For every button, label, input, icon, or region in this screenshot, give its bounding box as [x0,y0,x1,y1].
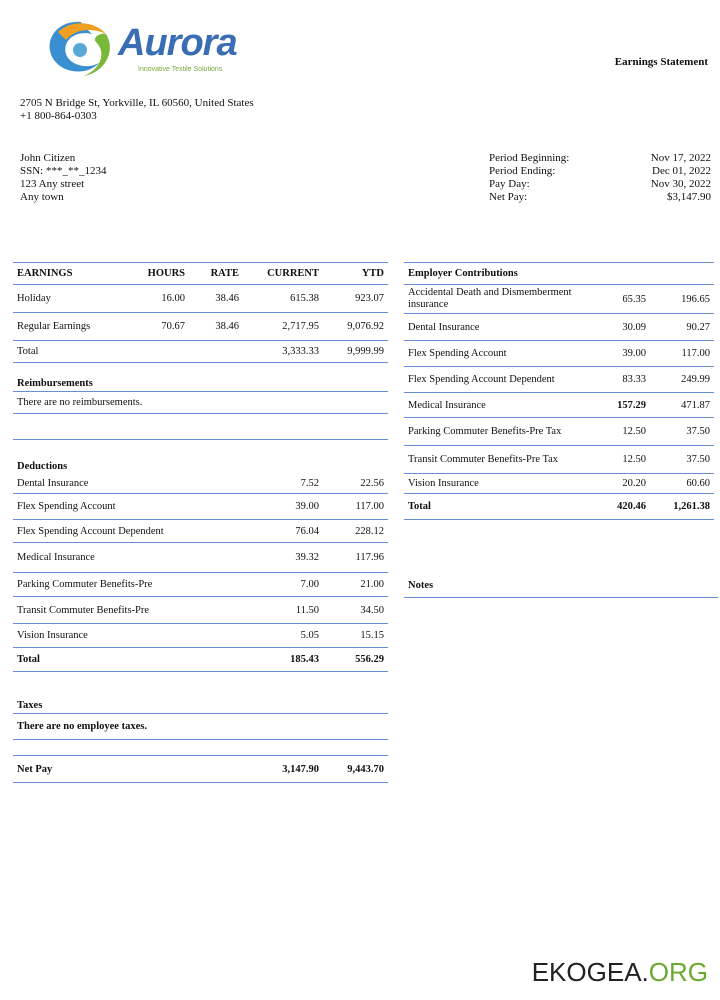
spacer-row [13,414,388,440]
contribution-ytd: 471.87 [650,393,714,418]
col-header: HOURS [121,263,189,285]
watermark-main: EKOGEA. [531,957,649,987]
total-ytd: 9,999.99 [323,341,388,363]
reimbursements-title-row [13,363,388,392]
deduction-name: Flex Spending Account Dependent [13,520,243,543]
total-current: 420.46 [594,494,650,520]
total-current: 185.43 [243,648,323,672]
employee-street: 123 Any street [20,178,85,190]
table-row [13,543,388,573]
earning-name: Holiday [13,285,121,313]
total-ytd: 1,261.38 [650,494,714,520]
company-phone: +1 800-864-0303 [20,110,97,122]
contribution-name: Parking Commuter Benefits-Pre Tax [404,418,594,446]
earning-rate: 38.46 [189,313,243,341]
contribution-ytd: 117.00 [650,341,714,367]
logo-tagline: Innovative Textile Solutions [138,66,223,73]
total-ytd: 556.29 [323,648,388,672]
col-header: EARNINGS [13,263,121,285]
table-row [404,393,714,418]
net-pay-current: 3,147.90 [243,756,323,783]
earnings-table [13,262,388,783]
period-block [489,152,711,204]
section-title: Taxes [13,672,388,714]
total-label: Total [404,494,594,520]
employer-header-row [404,263,714,285]
deduction-name: Medical Insurance [13,543,243,573]
taxes-title-row [13,672,388,714]
net-pay-ytd: 9,443.70 [323,756,388,783]
period-row [489,191,711,204]
earning-ytd: 923.07 [323,285,388,313]
earning-hours: 70.67 [121,313,189,341]
deduction-ytd: 228.12 [323,520,388,543]
document-title: Earnings Statement [614,56,708,68]
deduction-name: Transit Commuter Benefits-Pre [13,597,243,624]
contribution-current: 157.29 [594,393,650,418]
deduction-name: Vision Insurance [13,624,243,648]
deduction-name: Parking Commuter Benefits-Pre [13,573,243,597]
contribution-name: Dental Insurance [404,314,594,341]
watermark-suffix: ORG [648,957,708,987]
contribution-current: 83.33 [594,367,650,393]
deduction-current: 7.00 [243,573,323,597]
table-row [13,520,388,543]
deduction-name: Flex Spending Account [13,494,243,520]
employee-town: Any town [20,191,64,203]
section-title: Employer Contributions [404,263,714,285]
contribution-name: Flex Spending Account [404,341,594,367]
table-row [404,418,714,446]
deductions-title-row [13,440,388,474]
reimbursements-text: There are no reimbursements. [13,392,388,414]
deduction-current: 39.32 [243,543,323,573]
deduction-current: 76.04 [243,520,323,543]
table-row [13,624,388,648]
period-value: Dec 01, 2022 [652,165,711,177]
section-title: Deductions [17,460,68,472]
taxes-row [13,714,388,740]
deduction-current: 7.52 [243,474,323,494]
col-header: CURRENT [243,263,323,285]
period-value: $3,147.90 [667,191,711,203]
earnings-total-row [13,341,388,363]
earnings-header-row [13,263,388,285]
spacer-row [13,740,388,756]
table-row [13,474,388,494]
table-row [404,446,714,474]
total-label: Total [13,341,121,363]
employee-name: John Citizen [20,152,76,164]
deduction-ytd: 117.00 [323,494,388,520]
watermark-logo [532,957,708,988]
total-label: Total [13,648,243,672]
contribution-current: 65.35 [594,285,650,314]
contribution-ytd: 249.99 [650,367,714,393]
total-current: 3,333.33 [243,341,323,363]
deduction-name: Dental Insurance [13,474,243,494]
table-row [404,367,714,393]
earning-hours: 16.00 [121,285,189,313]
table-row [13,597,388,624]
contribution-current: 12.50 [594,418,650,446]
swirl-logo-icon [36,14,126,84]
table-row [404,314,714,341]
period-row [489,178,711,191]
contribution-name: Flex Spending Account Dependent [404,367,594,393]
contribution-ytd: 37.50 [650,446,714,474]
period-label: Period Beginning: [489,152,570,164]
contribution-name: Accidental Death and Dismemberment insurance [404,285,594,314]
period-value: Nov 30, 2022 [650,178,711,190]
deduction-ytd: 15.15 [323,624,388,648]
col-header: RATE [189,263,243,285]
contribution-current: 39.00 [594,341,650,367]
table-row [13,494,388,520]
deduction-ytd: 34.50 [323,597,388,624]
table-row [404,474,714,494]
contribution-ytd: 60.60 [650,474,714,494]
table-row [404,341,714,367]
contribution-ytd: 90.27 [650,314,714,341]
earning-current: 615.38 [243,285,323,313]
earning-rate: 38.46 [189,285,243,313]
taxes-text: There are no employee taxes. [13,714,388,740]
deduction-ytd: 21.00 [323,573,388,597]
deduction-ytd: 117.96 [323,543,388,573]
period-row [489,165,711,178]
deduction-ytd: 22.56 [323,474,388,494]
earning-name: Regular Earnings [13,313,121,341]
net-pay-label: Net Pay [13,756,243,783]
period-value: Nov 17, 2022 [650,152,711,164]
deductions-total-row [13,648,388,672]
deduction-current: 5.05 [243,624,323,648]
table-row [13,313,388,341]
employer-total-row [404,494,714,520]
period-label: Pay Day: [489,178,530,190]
section-title: Reimbursements [13,363,388,392]
col-header: YTD [323,263,388,285]
company-address: 2705 N Bridge St, Yorkville, IL 60560, United States [20,97,254,109]
period-row [489,152,711,165]
contribution-current: 30.09 [594,314,650,341]
deduction-current: 11.50 [243,597,323,624]
earning-current: 2,717.95 [243,313,323,341]
deduction-current: 39.00 [243,494,323,520]
employee-ssn: SSN: ***_**_1234 [20,165,107,177]
period-label: Period Ending: [489,165,556,177]
contribution-ytd: 37.50 [650,418,714,446]
contribution-ytd: 196.65 [650,285,714,314]
net-pay-row [13,756,388,783]
earning-ytd: 9,076.92 [323,313,388,341]
table-row [404,285,714,314]
contribution-current: 12.50 [594,446,650,474]
contribution-name: Medical Insurance [404,393,594,418]
logo-wordmark: Aurora [118,22,237,64]
employer-contributions-table [404,262,714,520]
notes-title: Notes [404,580,718,598]
table-row [13,285,388,313]
contribution-name: Transit Commuter Benefits-Pre Tax [404,446,594,474]
contribution-current: 20.20 [594,474,650,494]
table-row [13,573,388,597]
reimbursements-row [13,392,388,414]
period-label: Net Pay: [489,191,528,203]
contribution-name: Vision Insurance [404,474,594,494]
